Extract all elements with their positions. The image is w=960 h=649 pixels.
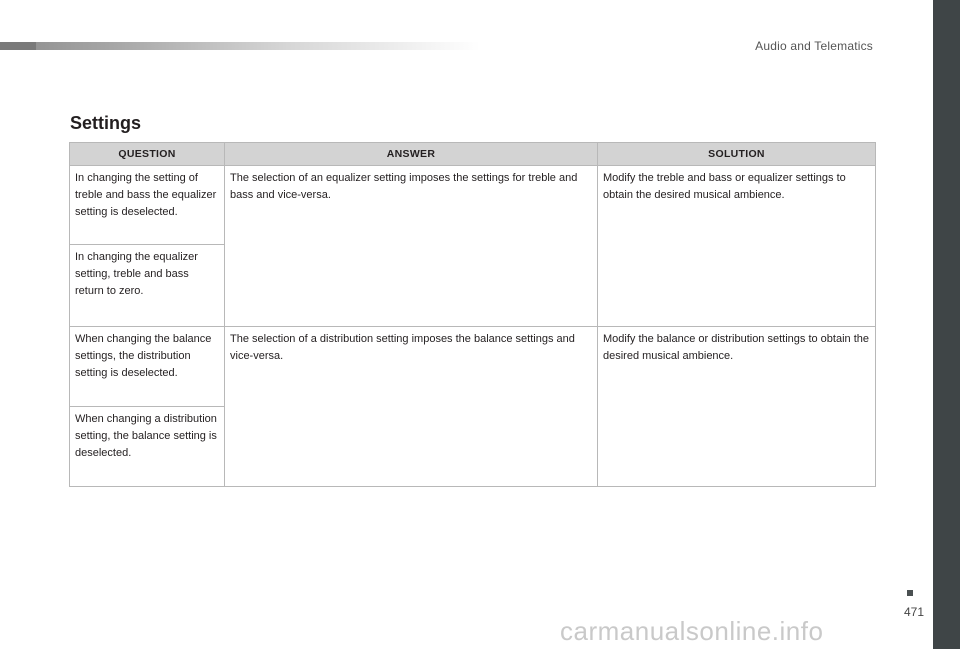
solution-cell: Modify the balance or distribution settings to obtain the desired musical ambience. [598, 327, 876, 487]
column-header-solution: SOLUTION [598, 143, 876, 166]
question-cell: In changing the equalizer setting, treble and bass return to zero. [70, 245, 225, 327]
question-cell: When changing the balance settings, the distribution setting is deselected. [70, 327, 225, 407]
solution-cell: Modify the treble and bass or equalizer settings to obtain the desired musical ambience. [598, 166, 876, 327]
question-cell: When changing a distribution setting, the balance setting is deselected. [70, 407, 225, 487]
question-cell: In changing the setting of treble and bass the equalizer setting is deselected. [70, 166, 225, 245]
table-row [70, 166, 876, 245]
table-row [70, 327, 876, 407]
answer-cell: The selection of a distribution setting imposes the balance settings and vice-versa. [225, 327, 598, 487]
column-header-answer: ANSWER [225, 143, 598, 166]
section-title: Audio and Telematics [755, 39, 873, 53]
header-bar-accent [0, 42, 36, 50]
watermark: carmanualsonline.info [560, 616, 824, 646]
table-header-row [70, 143, 876, 166]
page-title: Settings [70, 113, 142, 133]
header-decorative-bar [0, 42, 480, 50]
page-number: 471 [904, 605, 925, 619]
page-marker [907, 590, 913, 596]
troubleshooting-table [69, 142, 876, 487]
answer-cell: The selection of an equalizer setting imposes the settings for treble and bass and vice-versa. [225, 166, 598, 327]
chapter-tab-bar [933, 0, 960, 649]
column-header-question: QUESTION [70, 143, 225, 166]
